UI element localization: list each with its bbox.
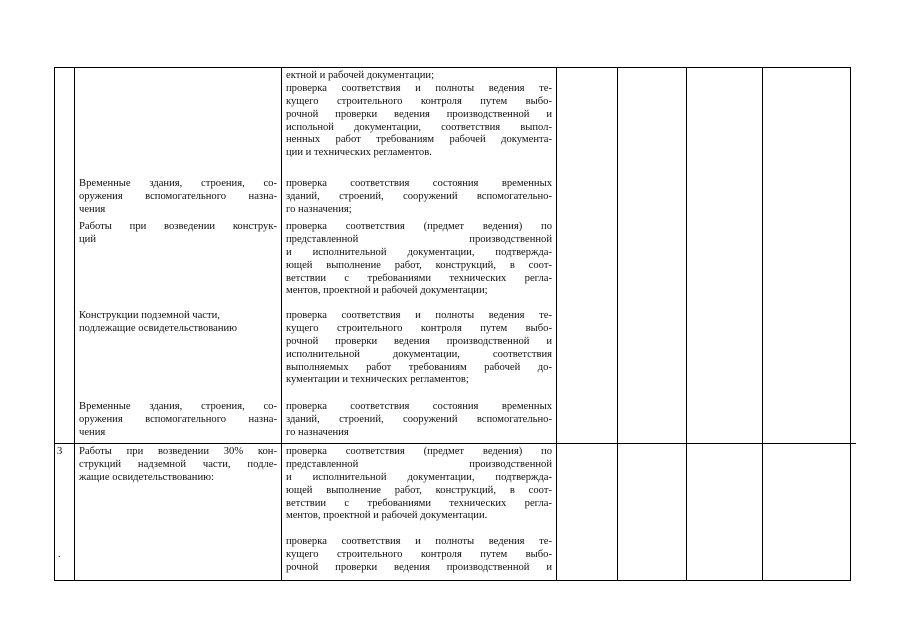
- text-line: рочной проверки ведения производственной и: [286, 561, 552, 573]
- text-line: оружения вспомогательного назна-: [79, 190, 277, 202]
- text-line: струкций надземной части, подле-: [79, 458, 277, 470]
- text-line: ции и технических регламентов.: [286, 147, 432, 159]
- text-line: ющей выполнение работ, конструкций, в соот-: [286, 484, 552, 496]
- text-line: ветствии с требованиями технических регла-: [286, 497, 552, 509]
- text-line: чения: [79, 426, 106, 438]
- text-line: Конструкции подземной части,: [79, 310, 220, 321]
- text-line: выполняемых работ требованиям рабочей до-: [286, 361, 552, 373]
- text-line: зданий, строений, сооружений вспомогательно-: [286, 190, 552, 202]
- text-line: зданий, строений, сооружений вспомогательно-: [286, 413, 552, 425]
- text-line: кущего строительного контроля путем выбо-: [286, 548, 552, 560]
- text-line: представленной производственной: [286, 233, 552, 245]
- text-line: чения: [79, 203, 106, 215]
- grid-line: [54, 580, 851, 581]
- object-item: [79, 401, 277, 440]
- grid-line: [54, 67, 851, 68]
- object-item: [79, 310, 277, 336]
- text-line: кументации и технических регламентов;: [286, 374, 469, 386]
- check-description: [286, 70, 552, 160]
- text-line: исполнительной документации, соответствия: [286, 348, 552, 360]
- text-line: Работы при возведении конструк-: [79, 221, 277, 232]
- text-line: и исполнительной документации, подтвержда-: [286, 471, 552, 483]
- text-line: ющей выполнение работ, конструкций, в соот-: [286, 259, 552, 271]
- grid-line: [762, 67, 763, 581]
- grid-line: [556, 67, 557, 581]
- grid-line: [850, 67, 851, 581]
- check-description: [286, 536, 552, 575]
- text-line: оружения вспомогательного назна-: [79, 413, 277, 425]
- check-description: [286, 178, 552, 217]
- text-line: проверка соответствия (предмет ведения) по: [286, 446, 552, 457]
- text-line: ментов, проектной и рабочей документации.: [286, 510, 488, 522]
- text-line: Временные здания, строения, со-: [79, 401, 277, 412]
- object-item: [79, 178, 277, 217]
- text-line: ций: [79, 233, 97, 245]
- text-line: подлежащие освидетельствованию: [79, 322, 238, 334]
- grid-line: [617, 67, 618, 581]
- check-description: [286, 221, 552, 298]
- grid-line: [74, 67, 75, 581]
- text-line: го назначения;: [286, 203, 352, 215]
- text-line: ненных работ требованиям рабочей документа-: [286, 134, 552, 146]
- text-line: кущего строительного контроля путем выбо-: [286, 322, 552, 334]
- row-number-mark: .: [58, 549, 61, 560]
- text-line: жащие освидетельствованию:: [79, 471, 214, 483]
- text-line: проверка соответствия (предмет ведения) по: [286, 221, 552, 232]
- text-line: и исполнительной документации, подтвержда-: [286, 246, 552, 258]
- grid-line: [54, 443, 856, 444]
- text-line: Работы при возведении 30% кон-: [79, 446, 277, 457]
- text-line: ментов, проектной и рабочей документации;: [286, 285, 488, 297]
- row-number: 3: [57, 446, 63, 457]
- object-item: [79, 221, 277, 247]
- text-line: рочной проверки ведения производственной и: [286, 108, 552, 120]
- check-description: [286, 310, 552, 387]
- check-description: [286, 401, 552, 440]
- text-line: проверка соответствия и полноты ведения те-: [286, 82, 552, 94]
- text-line: проверка соответствия состояния временных: [286, 401, 552, 412]
- text-line: кущего строительного контроля путем выбо-: [286, 95, 552, 107]
- grid-line: [54, 67, 55, 581]
- text-line: испольной документации, соответствия выпол-: [286, 121, 552, 133]
- text-line: го назначения: [286, 426, 349, 438]
- check-description: [286, 446, 552, 523]
- object-item: [79, 446, 277, 485]
- grid-line: [281, 67, 282, 581]
- text-line: Временные здания, строения, со-: [79, 178, 277, 189]
- grid-line: [686, 67, 687, 581]
- text-line: проверка соответствия и полноты ведения те-: [286, 310, 552, 321]
- text-line: ектной и рабочей документации;: [286, 70, 435, 81]
- text-line: представленной производственной: [286, 458, 552, 470]
- text-line: проверка соответствия состояния временных: [286, 178, 552, 189]
- text-line: рочной проверки ведения производственной и: [286, 335, 552, 347]
- text-line: проверка соответствия и полноты ведения те-: [286, 536, 552, 547]
- text-line: ветствии с требованиями технических регла-: [286, 272, 552, 284]
